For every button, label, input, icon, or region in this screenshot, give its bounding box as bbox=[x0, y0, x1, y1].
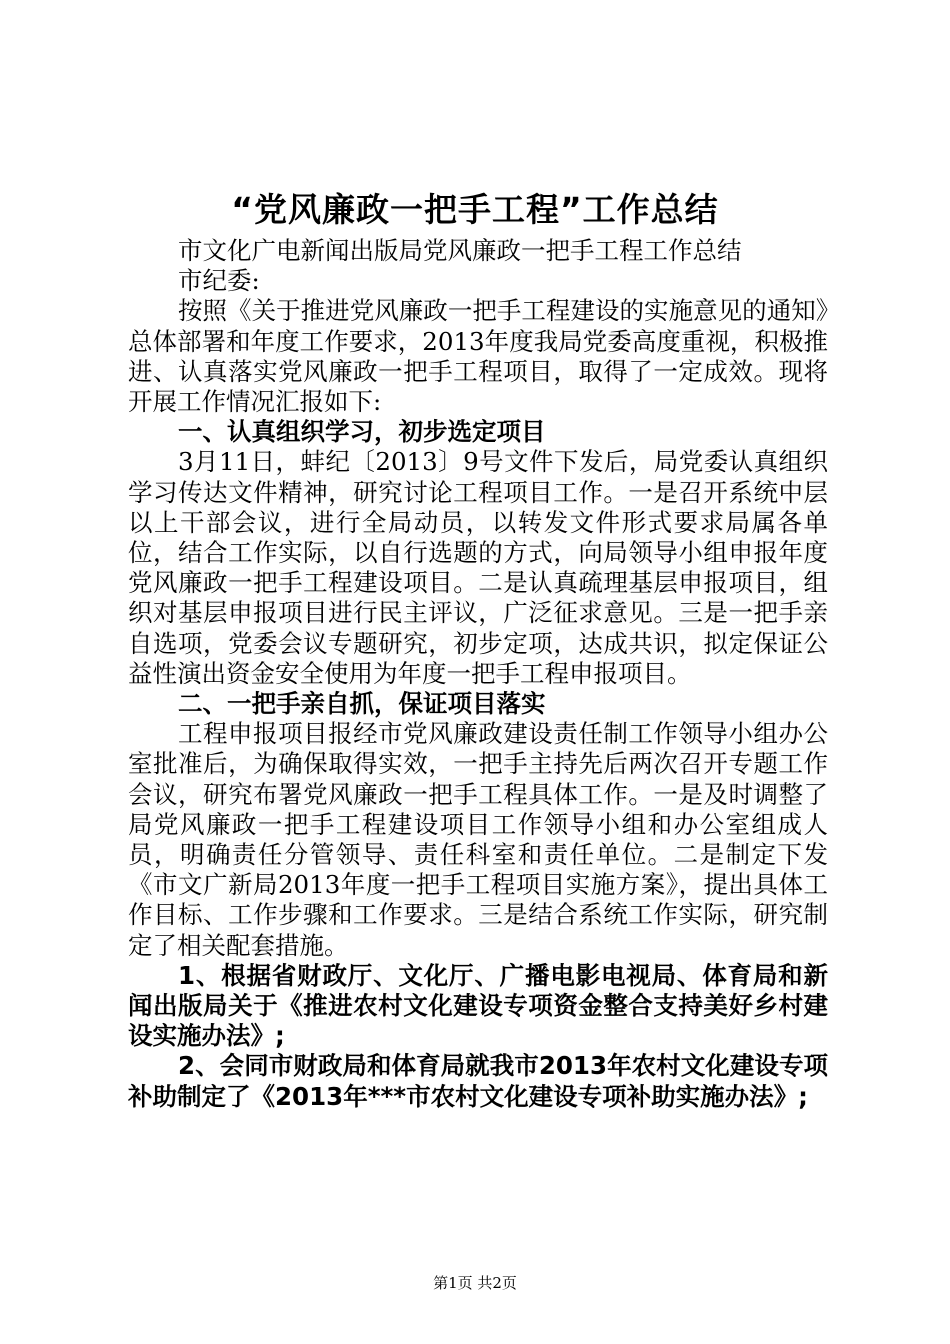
list-item-1: 1、根据省财政厅、文化厅、广播电影电视局、体育局和新闻出版局关于《推进农村文化建设专项资金整合支持美好乡村建设实施办法》; bbox=[128, 960, 828, 1051]
list-item-2: 2、会同市财政局和体育局就我市2013年农村文化建设专项补助制定了《2013年***市农村文化建设专项补助实施办法》; bbox=[128, 1051, 828, 1111]
document-title: “党风廉政一把手工程”工作总结 bbox=[231, 190, 719, 229]
section-heading-1: 一、认真组织学习，初步选定项目 bbox=[178, 417, 546, 447]
subtitle-paragraph: 市文化广电新闻出版局党风廉政一把手工程工作总结 bbox=[178, 236, 742, 265]
section-1-paragraph: 3月11日，蚌纪〔2013〕9号文件下发后，局党委认真组织学习传达文件精神，研究讨论工程项目工作。一是召开系统中层以上干部会议，进行全局动员，以转发文件形式要求局属各单位，结合工作实际，以自行选题的方式，向局领导小组申报年度党风廉政一把手工程建设项目。二是认真疏理基层申报项目，组织对基层申报项目进行民主评议，广泛征求意见。三是一把手亲自选项，党委会议专题研究，初步定项，达成共识，拟定保证公益性演出资金安全使用为年度一把手工程申报项目。 bbox=[128, 447, 828, 688]
intro-paragraph: 按照《关于推进党风廉政一把手工程建设的实施意见的通知》总体部署和年度工作要求，2013年度我局党委高度重视，积极推进、认真落实党风廉政一把手工程项目，取得了一定成效。现将开展工作情况汇报如下: bbox=[128, 296, 828, 417]
section-2-paragraph: 工程申报项目报经市党风廉政建设责任制工作领导小组办公室批准后，为确保取得实效，一把手主持先后两次召开专题工作会议，研究布署党风廉政一把手工程具体工作。一是及时调整了局党风廉政一把手工程建设项目工作领导小组和办公室组成人员，明确责任分管领导、责任科室和责任单位。二是制定下发《市文广新局2013年度一把手工程项目实施方案》，提出具体工作目标、工作步骤和工作要求。三是结合系统工作实际，研究制定了相关配套措施。 bbox=[128, 719, 828, 960]
document-body bbox=[128, 236, 828, 1112]
recipient-paragraph: 市纪委: bbox=[178, 266, 260, 296]
section-heading-2: 二、一把手亲自抓，保证项目落实 bbox=[178, 689, 546, 719]
page-number-footer: 第1页 共2页 bbox=[433, 1274, 517, 1292]
